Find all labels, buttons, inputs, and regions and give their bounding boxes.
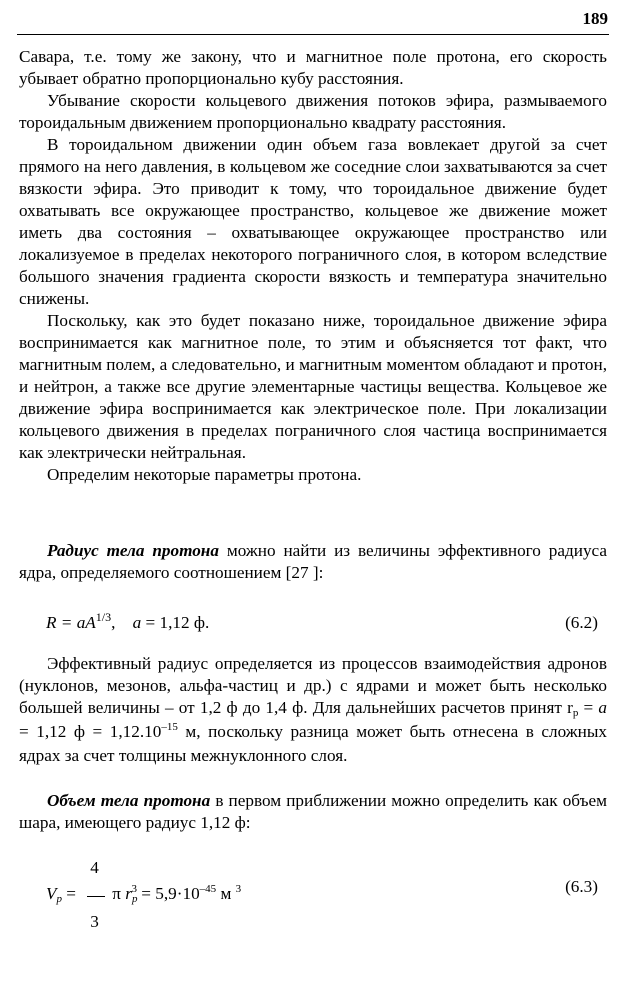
volume-paragraph — [19, 790, 607, 834]
paragraph-3: В тороидальном движении один объем газа вовлекает другой за счет прямого на него давления, в кольцевом же соседние слои захватываются за счет вязкости эфира. Это приводит к тому, что тороидальное движение будет охватывать все окружающее пространство, кольцевое же движение может иметь два состояния – охватывающее окружающее пространство или локализуемое в пределах некоторого пограничного слоя, в котором вследствие большого значения градиента скорости вязкость и температура значительно снижены. — [19, 135, 607, 308]
effective-radius-sup: –15 — [161, 721, 178, 733]
effective-radius-sub: p — [572, 707, 579, 719]
body-text — [19, 46, 607, 486]
effective-radius-text-a: Эффективный радиус определяется из процессов взаимодействия адронов (нуклонов, мезонов, альфа-частиц и др.) с ядрами и может быть несколько большей величины – от 1,2 ф до 1,4 ф. Для дальнейших расчетов принят r — [19, 654, 607, 717]
effective-radius-a: a — [598, 698, 607, 717]
paragraph-5: Определим некоторые параметры протона. — [47, 465, 362, 484]
formula-volume-rhs-sup: –45 — [199, 883, 217, 895]
paragraph-1: Савара, т.е. тому же закону, что и магнитное поле протона, его скорость убывает обратно пропорционально кубу расстояния. — [19, 47, 607, 88]
formula-volume-unit-sup: 3 — [235, 883, 242, 895]
paragraph-2: Убывание скорости кольцевого движения потоков эфира, размываемого тороидальным движением пропорционально квадрату расстояния. — [19, 91, 607, 132]
radius-paragraph — [19, 540, 607, 584]
formula-volume-pi: π — [112, 884, 126, 903]
formula-radius-lhs: R = aA — [46, 613, 96, 632]
volume-text: в первом приближении можно определить как объем шара, имеющего радиус 1,12 ф: — [19, 791, 607, 832]
volume-term: Объем тела протона — [47, 791, 211, 810]
formula-volume-unit: м — [216, 884, 236, 903]
formula-radius-exponent: 1/3 — [95, 610, 112, 624]
formula-volume-V: V — [46, 884, 57, 903]
formula-volume-numerator: 4 — [90, 858, 99, 878]
formula-radius-separator: , — [111, 613, 133, 632]
equation-number-6-2: (6.2) — [565, 613, 598, 632]
formula-volume-V-sub: p — [56, 893, 62, 905]
formula-volume-eq: = — [62, 884, 81, 903]
formula-volume-denominator: 3 — [90, 912, 99, 932]
radius-text: можно найти из величины эффективного радиуса ядра, определяемого соотношением [27 ]: — [19, 541, 608, 582]
header-rule — [17, 34, 609, 35]
page-number: 189 — [582, 9, 608, 28]
effective-radius-text-d: м, поскольку разница может быть отнесена в сложных ядрах за счет толщины межнуклонного слоя. — [19, 722, 607, 765]
formula-radius — [46, 612, 209, 635]
effective-radius-text-c: = 1,12 ф = 1,12.10 — [19, 722, 162, 741]
formula-volume-r-sup: 3 — [131, 883, 137, 895]
formula-radius-rhs: = 1,12 ф. — [141, 613, 210, 632]
formula-volume-rhs: = 5,9·10 — [136, 884, 200, 903]
effective-radius-paragraph — [19, 653, 607, 767]
fraction-bar — [87, 896, 105, 897]
effective-radius-text-b: = — [578, 698, 599, 717]
formula-volume-r: r — [125, 884, 132, 903]
equation-number-6-3: (6.3) — [565, 877, 598, 896]
radius-term: Радиус тела протона — [47, 541, 219, 560]
formula-volume-fraction — [80, 858, 112, 932]
paragraph-4: Поскольку, как это будет показано ниже, тороидальное движение эфира воспринимается как магнитное поле, то этим и объясняется тот факт, что магнитным полем, а следовательно, и магнитным моментом обладают и протон, и нейтрон, а также все другие элементарные частицы вещества. Кольцевое же движение эфира воспринимается как электрическое поле. При локализации кольцевого движения в пределах пограничного слоя частица воспринимается как электрически нейтральная. — [19, 311, 607, 462]
formula-volume-r-sub: p — [131, 893, 138, 905]
formula-radius-a: a — [132, 613, 142, 632]
